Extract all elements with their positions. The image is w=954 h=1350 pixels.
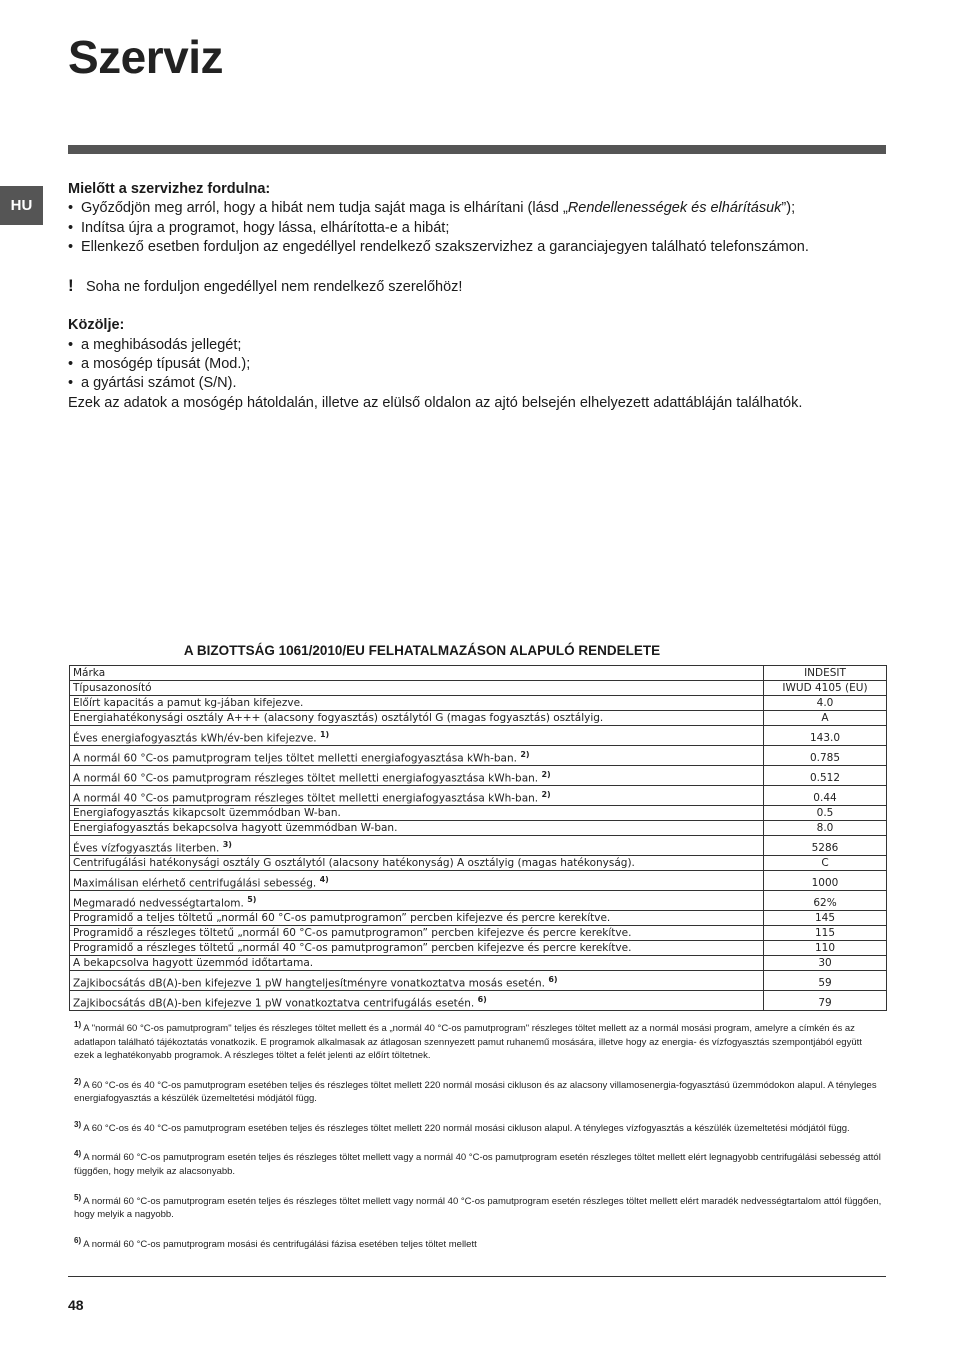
- table-row: [70, 681, 887, 696]
- footnote-mark: 6): [74, 1235, 82, 1245]
- footer-divider: [68, 1276, 886, 1277]
- row-value: 59: [764, 971, 887, 991]
- table-row: [70, 746, 887, 766]
- row-label: Zajkibocsátás dB(A)-ben kifejezve 1 pW vonatkoztatva centrifugálás esetén. $^{6)}$: [70, 991, 764, 1011]
- row-label: Energiafogyasztás kikapcsolt üzemmódban W-ban.: [70, 806, 764, 821]
- row-value: 5286: [764, 836, 887, 856]
- bullet-dot: •: [68, 200, 74, 217]
- table-row: [70, 666, 887, 681]
- row-label: Márka: [70, 666, 764, 681]
- info-footer: Ezek az adatok a mosógép hátoldalán, illetve az elülső oldalon az ajtó belsején elhelyezett adattábláján találhatók.: [68, 394, 803, 411]
- table-row: [70, 871, 887, 891]
- table-row: [70, 696, 887, 711]
- row-label: Programidő a részleges töltetű „normál 40 °C-os pamutprogramon” percben kifejezve és percre kerekítve.: [70, 941, 764, 956]
- bullet-dot: •: [68, 336, 74, 353]
- exclamation-icon: !: [68, 276, 74, 296]
- regulation-title: A BIZOTTSÁG 1061/2010/EU FELHATALMAZÁSON ALAPULÓ RENDELETE: [183, 643, 661, 658]
- footnote: $^{2)}$ A 60 °C-os és 40 °C-os pamutprogram esetében teljes és részleges töltet mellett 220 normál mosási cikluson és az alacsony villamosenergia-fogyasztású üzemmódokon alapul. A tényleges energiafogyasztás a készülék üzemeltetési módjától függ.: [74, 1076, 877, 1105]
- table-row: [70, 786, 887, 806]
- footnote-ref: 1): [319, 729, 330, 739]
- service-bullet: [68, 219, 898, 238]
- row-label: A bekapcsolva hagyott üzemmód időtartama.: [70, 956, 764, 971]
- row-value: 143.0: [764, 726, 887, 746]
- service-bullet-text: Ellenkező esetben forduljon az engedéllyel rendelkező szakszervizhez a garanciajegyen található telefonszámon.: [81, 238, 809, 255]
- table-row: [70, 926, 887, 941]
- info-bullet-text: a gyártási számot (S/N).: [81, 375, 237, 392]
- row-label: Centrifugálási hatékonysági osztály G osztálytól (alacsony hatékonyság) A osztályig (magas hatékonyság).: [70, 856, 764, 871]
- row-label: A normál 60 °C-os pamutprogram részleges töltet melletti energiafogyasztása kWh-ban. $^{2)}$: [70, 766, 764, 786]
- row-label: Maximálisan elérhető centrifugálási sebesség. $^{4)}$: [70, 871, 764, 891]
- row-value: INDESIT: [764, 666, 887, 681]
- service-bullet-list: [68, 199, 898, 257]
- footnote-ref: 3): [222, 839, 232, 849]
- row-value: 1000: [764, 871, 887, 891]
- table-row: [70, 991, 887, 1011]
- row-value: 0.5: [764, 806, 887, 821]
- bullet-dot: •: [68, 219, 74, 236]
- row-value: 115: [764, 926, 887, 941]
- info-bullet-text: a mosógép típusát (Mod.);: [81, 356, 251, 373]
- page-number: 48: [68, 1297, 84, 1313]
- table-row: [70, 726, 887, 746]
- row-value: 0.512: [764, 766, 887, 786]
- footnotes: [74, 1018, 884, 1263]
- regulation-table: [69, 665, 887, 1011]
- row-value: 8.0: [764, 821, 887, 836]
- service-heading: Mielőtt a szervizhez fordulna:: [68, 181, 271, 197]
- footnote: $^{5)}$ A normál 60 °C-os pamutprogram esetén teljes és részleges töltet mellett vagy normál 40 °C-os pamutprogram esetén részleges töltet mellett elért maradék nedvességtartalom attól függően, hogy melyik a nagyobb.: [74, 1192, 882, 1221]
- row-label: Energiafogyasztás bekapcsolva hagyott üzemmódban W-ban.: [70, 821, 764, 836]
- bullet-dot: •: [68, 238, 74, 255]
- footnote-ref: 4): [319, 874, 329, 884]
- row-value: IWUD 4105 (EU): [764, 681, 887, 696]
- row-label: Előírt kapacitás a pamut kg-jában kifejezve.: [70, 696, 764, 711]
- footnote: $^{1)}$ A "normál 60 °C-os pamutprogram" teljes és részleges töltet mellett és a „normál 40 °C-os pamutprogram" részleges töltet mellett az a normál mosási program, amelyre a címkén és az adatlapon található tájékoztatás vonatkozik. E programok alkalmasak az átlagosan szennyezett pamut ruhanemű mosására, illetve hogy az energia- és vízfogyasztás szempontjából együtt ezek a leghatékonyabb programok. A részleges töltet a felét jelenti az előírt töltetnek.: [74, 1020, 862, 1062]
- row-label: Megmaradó nedvességtartalom. $^{5)}$: [70, 891, 764, 911]
- info-bullet: [68, 355, 898, 374]
- table-row: [70, 971, 887, 991]
- table-row: [70, 766, 887, 786]
- footnote-ref: 6): [548, 974, 558, 984]
- warning-text: Soha ne forduljon engedéllyel nem rendelkező szerelőhöz!: [86, 279, 463, 296]
- table-row: [70, 806, 887, 821]
- footnote-ref: 5): [247, 894, 257, 904]
- row-value: C: [764, 856, 887, 871]
- table-row: [70, 856, 887, 871]
- language-tab: HU: [0, 186, 43, 225]
- footnote: $^{3)}$ A 60 °C-os és 40 °C-os pamutprogram esetében teljes és részleges töltet mellett 220 normál mosási cikluson alapul. A tényleges vízfogyasztás a készülék üzemeltetési módjától függ.: [74, 1119, 850, 1134]
- info-bullet-text: a meghibásodás jellegét;: [81, 336, 242, 353]
- row-label: A normál 60 °C-os pamutprogram teljes töltet melletti energiafogyasztása kWh-ban. $^{2)}$: [70, 746, 764, 766]
- row-label: Éves vízfogyasztás literben. $^{3)}$: [70, 836, 764, 856]
- footnote-ref: 2): [541, 769, 551, 779]
- table-row: [70, 711, 887, 726]
- info-bullet: [68, 336, 898, 355]
- footnote: $^{6)}$ A normál 60 °C-os pamutprogram mosási és centrifugálási fázisa esetében teljes töltet mellett: [74, 1235, 477, 1250]
- row-value: 110: [764, 941, 887, 956]
- table-row: [70, 941, 887, 956]
- row-label: Zajkibocsátás dB(A)-ben kifejezve 1 pW hangteljesítményre vonatkoztatva mosás esetén. $^{6)}$: [70, 971, 764, 991]
- footnote-mark: 3): [74, 1119, 82, 1129]
- row-label: Típusazonosító: [70, 681, 764, 696]
- bullet-dot: •: [68, 356, 74, 373]
- page-title: Szerviz: [68, 31, 224, 83]
- row-value: 0.785: [764, 746, 887, 766]
- row-value: 145: [764, 911, 887, 926]
- footnote-mark: 1): [74, 1020, 82, 1029]
- info-bullet-list: [68, 336, 898, 394]
- service-bullet-text: Indítsa újra a programot, hogy lássa, elhárította-e a hibát;: [81, 219, 450, 236]
- footnote: $^{4)}$ A normál 60 °C-os pamutprogram esetén teljes és részleges töltet mellett vagy a normál 40 °C-os pamutprogram esetén részleges töltet mellett elért legnagyobb centrifugálási sebesség attól függően, hogy melyik az alacsonyabb.: [74, 1149, 881, 1178]
- row-value: A: [764, 711, 887, 726]
- row-label: Programidő a teljes töltetű „normál 60 °C-os pamutprogramon” percben kifejezve és percre kerekítve.: [70, 911, 764, 926]
- service-bullet-text: Győződjön meg arról, hogy a hibát nem tudja saját maga is elhárítani (lásd „Rendellenességek és elhárításuk”);: [81, 200, 796, 217]
- table-row: [70, 836, 887, 856]
- footnote-mark: 2): [74, 1076, 82, 1086]
- row-label: Energiahatékonysági osztály A+++ (alacsony fogyasztás) osztálytól G (magas fogyasztás) osztályig.: [70, 711, 764, 726]
- row-value: 30: [764, 956, 887, 971]
- service-section: [68, 180, 898, 413]
- footnote-ref: 6): [477, 994, 487, 1004]
- row-label: A normál 40 °C-os pamutprogram részleges töltet melletti energiafogyasztása kWh-ban. $^{2)}$: [70, 786, 764, 806]
- info-bullet: [68, 374, 898, 393]
- header-divider: [68, 145, 886, 154]
- bullet-dot: •: [68, 375, 74, 392]
- footnote-mark: 4): [74, 1149, 82, 1159]
- row-label: Éves energiafogyasztás kWh/év-ben kifejezve. $^{1)}$: [70, 726, 764, 746]
- row-value: 4.0: [764, 696, 887, 711]
- row-value: 0.44: [764, 786, 887, 806]
- row-label: Programidő a részleges töltetű „normál 60 °C-os pamutprogramon” percben kifejezve és percre kerekítve.: [70, 926, 764, 941]
- footnote-ref: 2): [541, 789, 551, 799]
- row-value: 79: [764, 991, 887, 1011]
- table-row: [70, 911, 887, 926]
- footnote-ref: 2): [520, 749, 530, 759]
- service-bullet: [68, 199, 898, 218]
- table-row: [70, 956, 887, 971]
- table-row: [70, 821, 887, 836]
- footnote-mark: 5): [74, 1192, 82, 1202]
- service-bullet-italic: Rendellenességek és elhárításuk: [567, 200, 782, 217]
- row-value: 62%: [764, 891, 887, 911]
- service-bullet: [68, 238, 898, 257]
- warning-note: [68, 276, 898, 297]
- table-row: [70, 891, 887, 911]
- info-heading: Közölje:: [68, 317, 125, 334]
